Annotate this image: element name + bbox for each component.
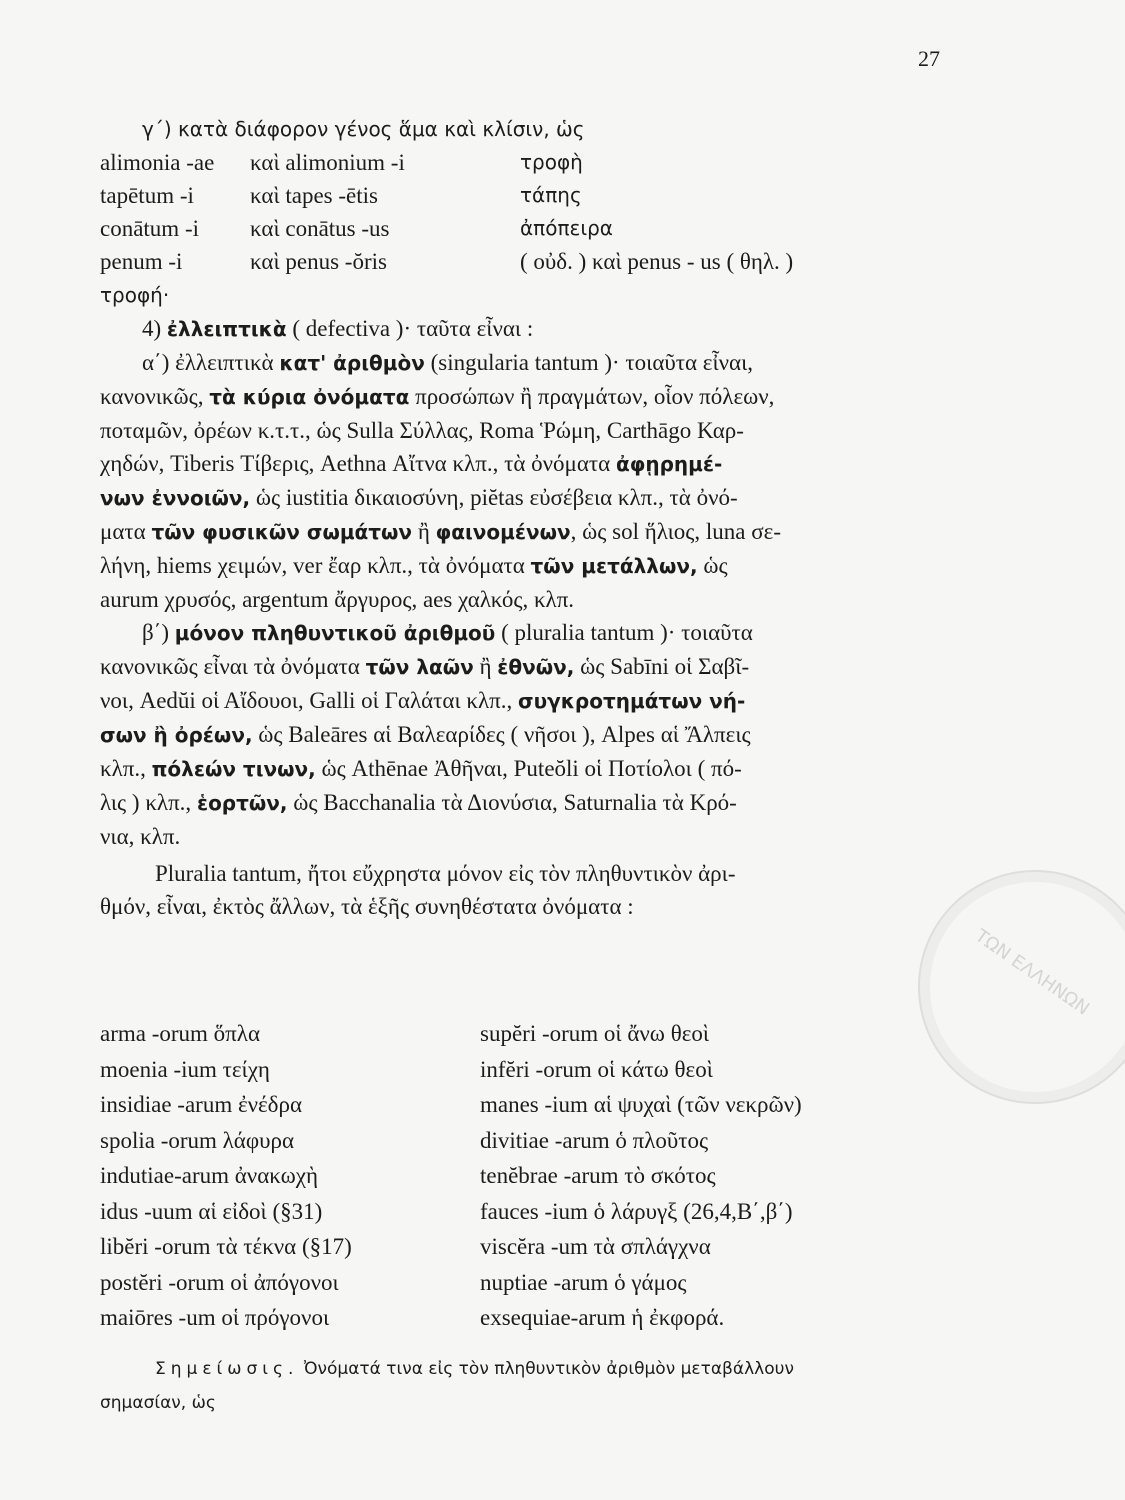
list-item: maiōres -um οἱ πρόγονοι exsequiae-arum ἡ ἐκφορά. (100, 1305, 725, 1330)
beta-line: λις ) κλπ., ἑορτῶν, ὡς Bacchanalia τὰ Διονύσια, Saturnalia τὰ Κρό- (100, 790, 737, 815)
intro-line: γ΄) κατὰ διάφορον γένος ἅμα καὶ κλίσιν, ὡς (142, 117, 585, 141)
main-text (100, 112, 970, 923)
alpha-line: λήνη, hiems χειμών, ver ἔαρ κλπ., τὰ ὀνόματα τῶν μετάλλων, ὡς (100, 553, 728, 578)
alpha-line: νων ἐννοιῶν, ὡς iustitia δικαιοσύνη, piĕtas εὐσέβεια κλπ., τὰ ὀνό- (100, 485, 738, 510)
list-item: indutiae-arum ἀνακωχὴ tenĕbrae -arum τὸ σκότος (100, 1163, 716, 1188)
beta-line: β΄) μόνον πληθυντικοῦ ἀριθμοῦ ( pluralia tantum )· τοιαῦτα (142, 620, 753, 645)
pair-row: penum -i καὶ penus -ŏris ( οὐδ. ) καὶ penus - us ( θηλ. ) (100, 249, 794, 274)
pluralia-intro-line: θμόν, εἶναι, ἐκτὸς ἄλλων, τὰ ἑξῆς συνηθέστατα ὀνόματα : (100, 894, 634, 919)
beta-line: κλπ., πόλεών τινων, ὡς Athēnae Ἀθῆναι, Puteŏli οἱ Ποτίολοι ( πό- (100, 756, 742, 781)
alpha-line: aurum χρυσός, argentum ἄργυρος, aes χαλκός, κλπ. (100, 587, 575, 612)
beta-line: νια, κλπ. (100, 824, 181, 849)
stamp-text: ΤΩΝ ΕΛΛΗΝΩΝ (971, 925, 1094, 1020)
plural-word-list (100, 1016, 980, 1336)
pluralia-intro-line: Pluralia tantum, ἤτοι εὔχρηστα μόνον εἰς τὸν πληθυντικὸν ἀρι- (155, 861, 736, 886)
note-text: Ὀνόματά τινα εἰς τὸν πληθυντικὸν ἀριθμὸν μεταβάλλουν (303, 1359, 794, 1379)
note-text-continued: σημασίαν, ὡς (100, 1393, 216, 1413)
alpha-line: ματα τῶν φυσικῶν σωμάτων ἢ φαινομένων, ὡς sol ἥλιος, luna σε- (100, 519, 781, 544)
list-item: libĕri -orum τὰ τέκνα (§17) viscĕra -um τὰ σπλάγχνα (100, 1234, 711, 1259)
note-label: Σημείωσις. (155, 1359, 299, 1379)
beta-line: νοι, Aedŭi οἱ Αἴδουοι, Galli οἱ Γαλάται κλπ., συγκροτημάτων νή- (100, 688, 746, 713)
section-4-heading: 4) ἐλλειπτικὰ ( defectiva )· ταῦτα εἶναι : (142, 316, 534, 341)
footnote (100, 1352, 980, 1420)
beta-line: σων ἢ ὀρέων, ὡς Baleāres αἱ Βαλεαρίδες ( νῆσοι ), Alpes αἱ Ἄλπεις (100, 722, 751, 747)
list-item: postĕri -orum οἱ ἀπόγονοι nuptiae -arum ὁ γάμος (100, 1269, 687, 1295)
pair-row: conātum -i καὶ conātus -us ἀπόπειρα (100, 216, 613, 241)
list-item: insidiae -arum ἐνέδρα manes -ium αἱ ψυχαὶ (τῶν νεκρῶν) (100, 1092, 802, 1117)
list-item: idus -uum αἱ εἰδοὶ (§31) fauces -ium ὁ λάρυγξ (26,4,Β΄,β΄) (100, 1198, 793, 1224)
list-item: spolia -orum λάφυρα divitiae -arum ὁ πλοῦτος (100, 1127, 709, 1153)
list-item: moenia -ium τείχη infĕri -orum οἱ κάτω θεοὶ (100, 1056, 713, 1082)
alpha-line: α΄) ἐλλειπτικὰ κατ' ἀριθμὸν (singularia tantum )· τοιαῦτα εἶναι, (142, 350, 754, 375)
pair-row: alimonia -ae καὶ alimonium -i τροφὴ (100, 150, 583, 175)
alpha-line: κανονικῶς, τὰ κύρια ὀνόματα προσώπων ἢ πραγμάτων, οἷον πόλεων, (100, 384, 775, 409)
beta-line: κανονικῶς εἶναι τὰ ὀνόματα τῶν λαῶν ἢ ἐθνῶν, ὡς Sabīni οἱ Σαβῖ- (100, 654, 750, 679)
alpha-line: ποταμῶν, ὀρέων κ.τ.τ., ὡς Sulla Σύλλας, Roma Ῥώμη, Carthāgo Καρ- (100, 418, 744, 443)
pair-row: tapētum -i καὶ tapes -ētis τάπης (100, 183, 582, 208)
pairs-tail: τροφή· (100, 283, 170, 307)
alpha-line: χηδών, Tiberis Τίβερις, Aethna Αἴτνα κλπ., τὰ ὀνόματα ἀφῃρημέ- (100, 451, 723, 476)
list-item: arma -orum ὅπλα supĕri -orum οἱ ἄνω θεοὶ (100, 1021, 710, 1046)
page-number: 27 (918, 46, 940, 71)
